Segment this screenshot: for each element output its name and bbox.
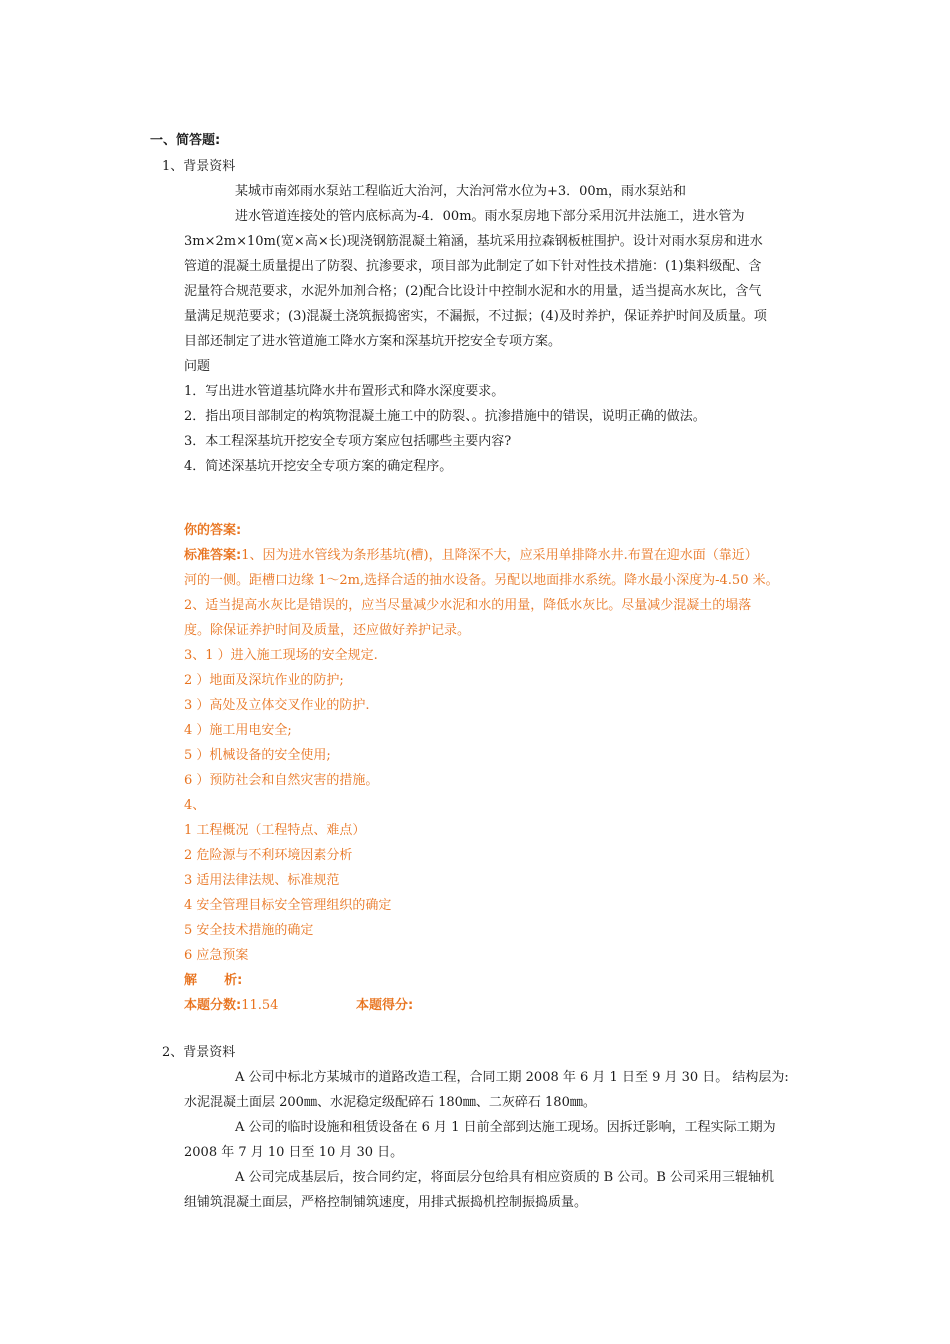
- q2-background-line: A 公司完成基层后，按合同约定，将面层分包给具有相应资质的 B 公司。B 公司采用三辊轴机: [235, 1170, 775, 1185]
- q2-number-label: 2、背景资料: [162, 1045, 236, 1060]
- q1-background-line: 进水管道连接处的管内底标高为-4．00m。雨水泵房地下部分采用沉井法施工，进水管为: [235, 209, 745, 224]
- standard-answer-line: [184, 543, 758, 568]
- q1-number-label: 1、背景资料: [162, 159, 236, 174]
- q2-background-line: 水泥混凝土面层 200㎜、水泥稳定级配碎石 180㎜、二灰碎石 180㎜。: [184, 1095, 596, 1110]
- standard-answer-line: 4、: [184, 798, 206, 813]
- standard-answer-line: 度。除保证养护时间及质量，还应做好养护记录。: [184, 623, 471, 638]
- q1-background-line: 某城市南郊雨水泵站工程临近大治河，大治河常水位为+3．00m，雨水泵站和: [235, 184, 687, 199]
- standard-answer-line: 3 适用法律法规、标准规范: [184, 873, 340, 888]
- standard-answer-line: 5 ）机械设备的安全使用;: [184, 748, 331, 763]
- standard-answer-line: 3 ）高处及立体交叉作业的防护.: [184, 698, 370, 713]
- q1-question-item: 3．本工程深基坑开挖安全专项方案应包括哪些主要内容?: [184, 434, 512, 449]
- standard-answer-line: 6 ）预防社会和自然灾害的措施。: [184, 773, 379, 788]
- analysis-label: 解 析:: [184, 973, 243, 988]
- standard-answer-line: 4 安全管理目标安全管理组织的确定: [184, 898, 392, 913]
- q1-question-item: 4．简述深基坑开挖安全专项方案的确定程序。: [184, 459, 453, 474]
- standard-answer-line: 1 工程概况（工程特点、难点）: [184, 823, 366, 838]
- standard-answer-line: 6 应急预案: [184, 948, 249, 963]
- standard-answer-line: 2、适当提高水灰比是错误的，应当尽量减少水泥和水的用量，降低水灰比。尽量减少混凝土的塌落: [184, 598, 752, 613]
- standard-answer-line: 2 ）地面及深坑作业的防护;: [184, 673, 344, 688]
- standard-answer-line: 5 安全技术措施的确定: [184, 923, 314, 938]
- q1-question-item: 1．写出进水管道基坑降水井布置形式和降水深度要求。: [184, 384, 505, 399]
- standard-answer-line: 4 ）施工用电安全;: [184, 723, 292, 738]
- standard-answer-line: 河的一侧。距槽口边缘 1～2m,选择合适的抽水设备。另配以地面排水系统。降水最小深度为-4.50 米。: [184, 573, 779, 588]
- standard-answer-text: 1、因为进水管线为条形基坑(槽)，且降深不大，应采用单排降水井.布置在迎水面（靠近）: [241, 548, 758, 563]
- q1-question-item: 2．指出项目部制定的构筑物混凝土施工中的防裂、。抗渗措施中的错误，说明正确的做法。: [184, 409, 706, 424]
- score-value: 11.54: [241, 998, 279, 1013]
- q1-background-line: 量满足规范要求；(3)混凝土浇筑振捣密实，不漏振，不过振；(4)及时养护，保证养护时间及质量。项: [184, 309, 767, 324]
- standard-answer-line: 3、1 ）进入施工现场的安全规定.: [184, 648, 378, 663]
- score-row: [184, 993, 278, 1018]
- q1-background-line: 管道的混凝土质量提出了防裂、抗渗要求，项目部为此制定了如下针对性技术措施：(1)集料级配、含: [184, 259, 762, 274]
- standard-answer-line: 2 危险源与不利环境因素分析: [184, 848, 353, 863]
- earned-score-label: 本题得分:: [356, 998, 414, 1013]
- q1-questions-label: 问题: [184, 359, 211, 374]
- q1-background-line: 3m×2m×10m(宽×高×长)现浇钢筋混凝土箱涵，基坑采用拉森钢板桩围护。设计对雨水泵房和进水: [184, 234, 763, 249]
- q2-background-line: A 公司中标北方某城市的道路改造工程，合同工期 2008 年 6 月 1 日至 9 月 30 日。 结构层为:: [235, 1070, 789, 1085]
- q2-background-line: 组铺筑混凝土面层，严格控制铺筑速度，用排式振捣机控制振捣质量。: [184, 1195, 588, 1210]
- score-label: 本题分数:: [184, 998, 242, 1013]
- q2-background-line: A 公司的临时设施和租赁设备在 6 月 1 日前全部到达施工现场。因拆迁影响，工程实际工期为: [235, 1120, 776, 1135]
- q1-background-line: 泥量符合规范要求，水泥外加剂合格；(2)配合比设计中控制水泥和水的用量，适当提高水灰比，含气: [184, 284, 762, 299]
- q1-background-line: 目部还制定了进水管道施工降水方案和深基坑开挖安全专项方案。: [184, 334, 562, 349]
- your-answer-label: 你的答案:: [184, 523, 242, 538]
- standard-answer-label: 标准答案:: [184, 548, 242, 563]
- q2-background-line: 2008 年 7 月 10 日至 10 月 30 日。: [184, 1145, 404, 1160]
- section-title: 一、简答题:: [150, 133, 221, 148]
